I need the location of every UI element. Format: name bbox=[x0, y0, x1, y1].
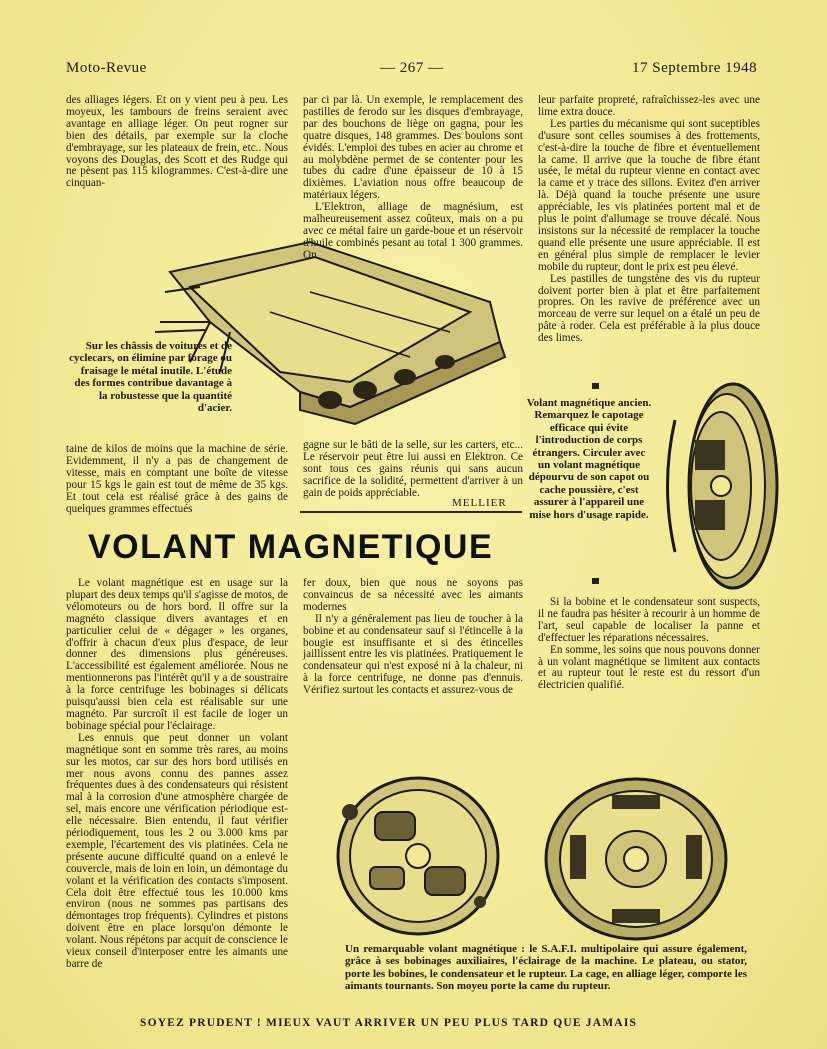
main-col1-p2: Les ennuis que peut donner un volant magnétique sont en somme très rares, au moins sur les motos, car sur des hors bord utilisés en mer nous avons connu des pannes assez fréquentes dues à des condensateurs qui résistent mal à la corrosion d'une atmosphère chargée de sel, mais encore une vérification périodique est-elle nécessaire. Bien entendu, il faut vérifier périodiquement, tous les 2 ou 3.000 kms par exemple, l'écartement des vis platinées. Cela ne présente aucune difficulté quand on a enlevé le couvercle, mais de loin en loin, un démontage du volant et la vérification des contacts s'imposent. Cela doit être effectué tous les 10.000 kms environ (nous ne sommes pas partisans des démontages trop fréquents). Cylindres et pistons doivent être en place lorsqu'on démonte le volant. Nous répétons par acquit de conscience le vieux conseil d'interposer entre les aimants une barre de bbox=[66, 731, 288, 970]
top-col2-p1: par ci par là. Un exemple, le remplacement des pastilles de ferodo sur les disques d'embrayage, par des bouchons de liège on gagna, pour les quatre disques, 148 grammes. Des boulons sont évidés. L'emploi des tubes en acier au chrome et au molybdène permet de se contenter pour les tubes du cadre d'une épaisseur de 10 à 15 dixièmes. L'aviation nous offre beaucoup de matériaux légers. bbox=[303, 94, 523, 202]
top-article-col1-bottom bbox=[66, 444, 288, 515]
caption-bullet-top bbox=[592, 383, 599, 389]
right-col-p2: Les parties du mécanisme qui sont suceptibles d'usure sont celles soumises à des frottements, c'est-à-dire la touche de fibre et éventuellement la came. Il arrive que la touche de fibre étant usée, le métal du rupteur vienne en contact avec la came et y trace des sillons. Evitez d'en arriver là. Déjà quand la touche présente une usure appréciable, les vis platinées portent mal et de plus le point d'allumage se trouve décalé. Nous insistons sur la nécessité de remplacer la touche quand elle présente une usure appréciable. Il est en général plus simple de remplacer le levier mobile du rupteur, dont le prix est peu élevé. bbox=[538, 117, 760, 273]
main-col2-p2: Il n'y a généralement pas lieu de toucher à la bobine et au condensateur sauf si l'étincelle à la bougie est insuffisante et si des étincelles jaillissent entre les vis platinées. Pratiquement le condensateur qui n'est exposé ni à la chaleur, ni à la force centrifuge, ne donne pas d'ennuis. Vérifiez surtout les contacts et assurez-vous de bbox=[303, 612, 523, 697]
right-column-top bbox=[538, 95, 760, 345]
main-col3-p1: Si la bobine et le condensateur sont suspects, il ne faudra pas hésiter à recourir à un homme de l'art, seul capable de localiser la panne et d'effectuer les réparations nécessaires. bbox=[538, 596, 760, 644]
issue-date: 17 Septembre 1948 bbox=[632, 60, 758, 76]
right-col-p3: Les pastilles de tungstène des vis du rupteur doivent porter bien à plat et être parfaitement propres. On les ravive de préférence avec un morceau de verre sur lequel on a étalé un peu de pâte à roder. Cela est préférable à la plus douce des limes. bbox=[538, 272, 760, 345]
safi-caption: Un remarquable volant magnétique : le S.A.F.I. multipolaire qui assure également, grâce à ses bobinages auxiliaires, l'éclairage de la machine. Le plateau, ou stator, porte les bobines, le condensateur et le rupteur. La cage, en alliage léger, comporte les aimants tournants. Son moyeu porte la came du rupteur. bbox=[345, 943, 747, 993]
caption-bullet-bottom bbox=[592, 578, 599, 584]
main-article-col1 bbox=[66, 578, 288, 971]
top-article-col2-bottom bbox=[303, 440, 523, 500]
top-article-col1 bbox=[66, 95, 288, 190]
page-footer-slogan: SOYEZ PRUDENT ! MIEUX VAUT ARRIVER UN PEU PLUS TARD QUE JAMAIS bbox=[140, 1017, 638, 1029]
old-flywheel-illustration bbox=[655, 380, 780, 592]
page-number: — 267 — bbox=[380, 60, 444, 76]
top-col2-bottom-text: gagne sur le bâti de la selle, sur les carters, etc... Le réservoir peut être lui aussi en Elektron. Ce sont tous ces gains réunis qui sans aucun sacrifice de la solidité, permettent d'arriver à un gain de poids appréciable. bbox=[303, 439, 523, 499]
main-article-col2 bbox=[303, 578, 523, 697]
article-headline: VOLANT MAGNETIQUE bbox=[88, 528, 494, 566]
top-article-col2 bbox=[303, 95, 523, 262]
main-col3-p2: En somme, les soins que nous pouvons donner à un volant magnétique se limitent aux contacts et au rupteur tout le reste est du ressort d'un électricien qualifié. bbox=[538, 643, 760, 692]
article-end-rule bbox=[300, 511, 522, 513]
top-col1-text: des alliages légers. Et on y vient peu à peu. Les moyeux, les tambours de freins seraient avec avantage en alliage léger. On peut rogner sur bien des détails, par exemple sur la cloche d'embrayage, sur les plateaux de frein, etc.. Nous voyons des Douglas, des Scott et des Rudge qui ne pèsent pas 115 kilogrammes. C'est-à-dire une cinquan- bbox=[66, 94, 288, 190]
magazine-name: Moto-Revue bbox=[66, 60, 147, 76]
top-col2-p2: L'Elektron, alliage de magnésium, est malheureusement assez coûteux, mais on a pu avec ce métal faire un garde-boue et un réservoir d'huile combinés pesant au total 1 300 grammes. On bbox=[303, 201, 523, 261]
safi-rotor-illustration bbox=[540, 775, 732, 943]
right-col-p1: leur parfaite propreté, rafraîchissez-les avec une lime extra douce. bbox=[538, 94, 760, 118]
top-col1-bottom-text: taine de kilos de moins que la machine de série. Evidemment, il n'y a pas de changement de vitesse, mais en comptant une boîte de vitesse pour 15 kgs le gain est tout de même de 35 kgs. Et tout cela est réalisé grâce à des gains de quelques grammes effectués bbox=[66, 443, 288, 515]
chassis-caption: Sur les châssis de voitures et de cyclecars, on élimine par forage ou fraisage le métal inutile. L'étude des formes contribue davantage à la robustesse que la quantité d'acier. bbox=[69, 340, 232, 415]
main-col2-p1: fer doux, bien que nous ne soyons pas convaincus de sa nécessité avec les aimants modernes bbox=[303, 577, 523, 613]
volant-ancien-caption: Volant magnétique ancien. Remarquez le capotage efficace qui évite l'introduction de corps étrangers. Circuler avec un volant magnétique dépourvu de son capot ou cache poussière, c'est assurer à l'appareil une mise hors d'usage rapide. bbox=[526, 397, 652, 521]
safi-stator-illustration bbox=[330, 772, 505, 940]
main-article-col3 bbox=[538, 597, 760, 692]
main-col1-p1: Le volant magnétique est en usage sur la plupart des deux temps qu'il s'agisse de motos, de vélomoteurs ou de hors bord. Il offre sur la magnéto classique divers avantages et en particulier celui de « dégager » les organes, d'offrir à chacun d'eux plus d'espace, de leur donner des dimensions plus généreuses. L'accessibilité est également améliorée. Nous ne mentionnerons pas l'intérêt qu'il y a de soustraire à la force centrifuge les bobinages si délicats puisqu'aussi bien cela est réalisable sur une magnéto. Par surcroît il est facile de loger un bobinage spécial pour l'éclairage. bbox=[66, 577, 288, 732]
author-signature: MELLIER bbox=[452, 497, 507, 509]
